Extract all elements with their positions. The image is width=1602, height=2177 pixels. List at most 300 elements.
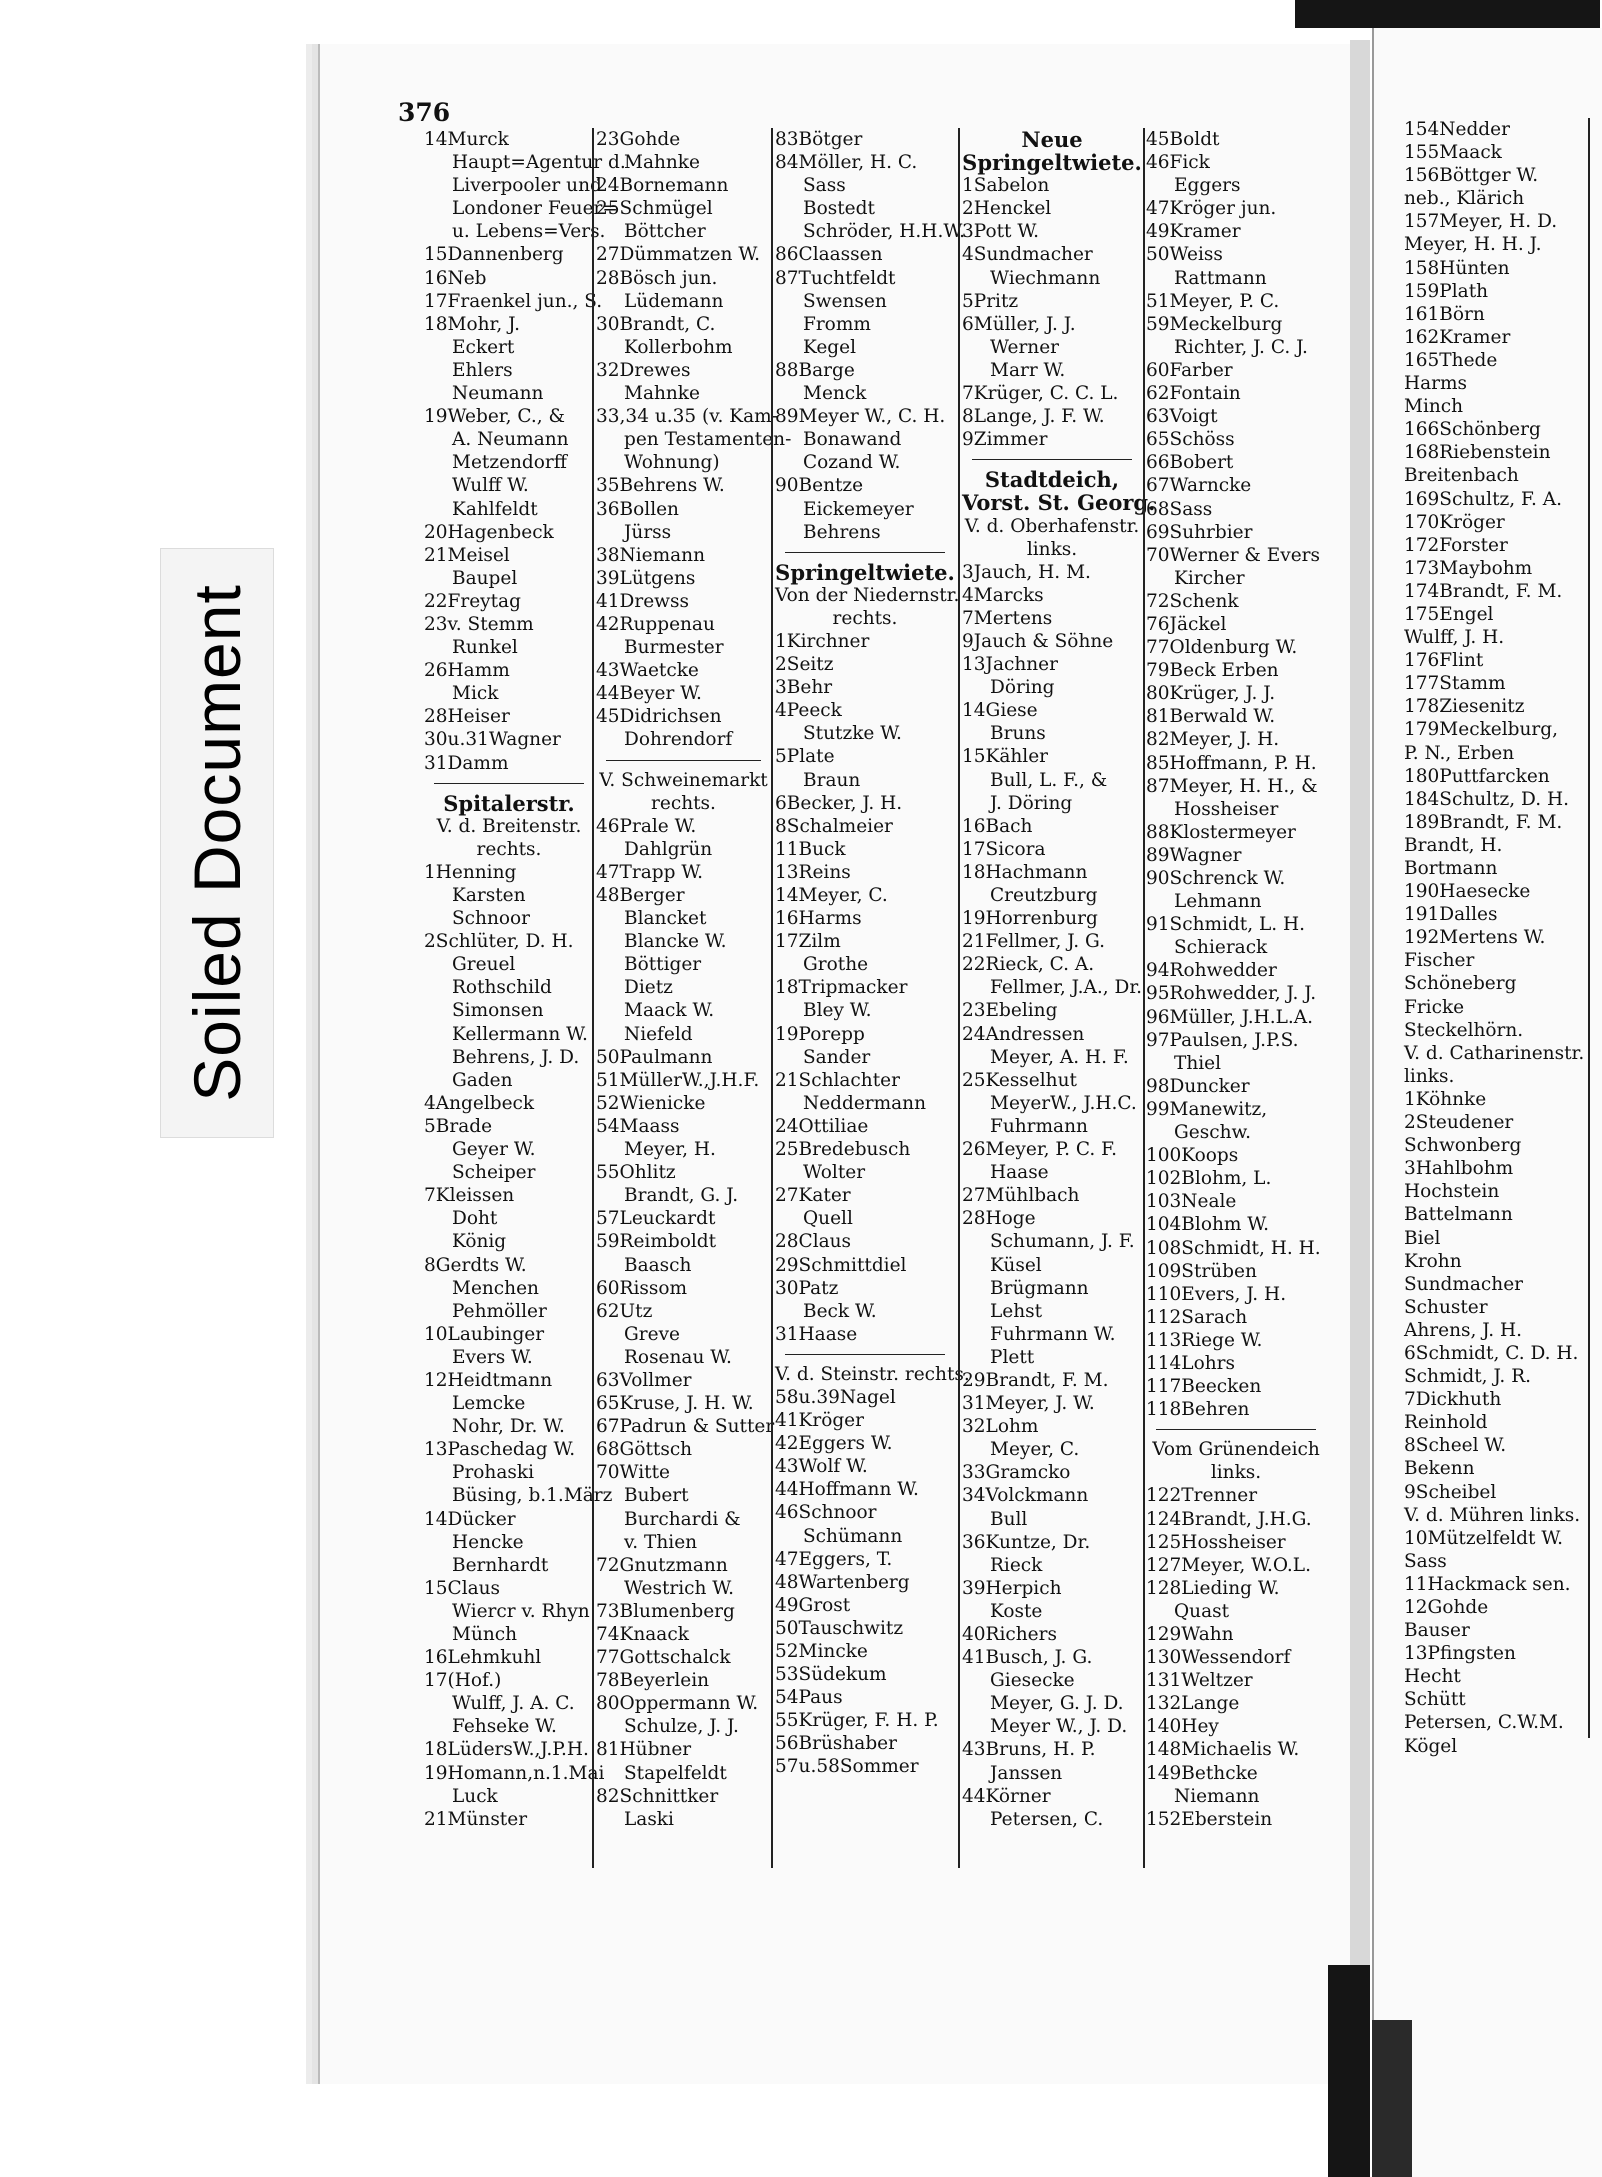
- directory-entry-continued: Burmester: [624, 637, 724, 659]
- directory-entry: 38Niemann: [596, 544, 705, 566]
- directory-entry-continued: neb., Klärich: [1404, 188, 1525, 210]
- directory-entry: 127Meyer, W.O.L.: [1146, 1554, 1311, 1576]
- directory-entry-continued: Sass: [1404, 1550, 1447, 1572]
- directory-entry: 33,34 u.35 (v. Kam-: [596, 406, 778, 428]
- directory-entry: 16Neb: [424, 267, 487, 289]
- directory-entry-continued: Wulff, J. A. C.: [452, 1693, 575, 1715]
- directory-entry: 66Bobert: [1146, 452, 1234, 474]
- directory-entry-continued: Breitenbach: [1404, 465, 1519, 487]
- directory-entry-continued: Rieck: [990, 1554, 1043, 1576]
- street-heading: Springeltwiete.: [962, 150, 1142, 176]
- directory-entry-continued: Runkel: [452, 637, 518, 659]
- directory-entry: 50Weiss: [1146, 244, 1223, 266]
- directory-entry: 48Wartenberg: [775, 1571, 910, 1593]
- directory-entry: 16Harms: [775, 908, 862, 930]
- directory-entry: 41Kröger: [775, 1410, 864, 1432]
- directory-entry: 17Fraenkel jun., S.: [424, 290, 603, 312]
- directory-entry-continued: Werner: [990, 336, 1060, 358]
- directory-entry-continued: J. Döring: [990, 792, 1073, 814]
- directory-entry: 45Didrichsen: [596, 706, 722, 728]
- directory-entry: 46Schnoor: [775, 1502, 877, 1524]
- directory-entry: 9Scheibel: [1404, 1481, 1497, 1503]
- directory-entry: 68Sass: [1146, 498, 1213, 520]
- directory-entry: 41Busch, J. G.: [962, 1647, 1093, 1669]
- directory-entry-continued: Küsel: [990, 1254, 1042, 1276]
- directory-entry: 63Vollmer: [596, 1369, 692, 1391]
- directory-entry: 3Hahlbohm: [1404, 1158, 1514, 1180]
- directory-entry: 7Kleissen: [424, 1185, 515, 1207]
- directory-column-4: [962, 127, 1156, 1831]
- directory-entry: 86Claassen: [775, 244, 883, 266]
- directory-entry-continued: Schnoor: [452, 908, 530, 930]
- street-direction: links.: [1404, 1065, 1455, 1087]
- street-heading: Neue: [1021, 127, 1083, 152]
- directory-entry: 44Körner: [962, 1785, 1051, 1807]
- directory-entry: 77Gottschalck: [596, 1647, 731, 1669]
- directory-entry-continued: Kollerbohm: [624, 336, 733, 358]
- directory-entry: 140Hey: [1146, 1716, 1219, 1738]
- directory-entry: 5Brade: [424, 1115, 493, 1137]
- directory-entry: 54Paus: [775, 1687, 843, 1709]
- directory-entry: 27Dümmatzen W.: [596, 244, 760, 266]
- directory-entry: 29Brandt, F. M.: [962, 1369, 1109, 1391]
- directory-entry: 112Sarach: [1146, 1306, 1248, 1328]
- directory-entry: 19Porepp: [775, 1023, 865, 1045]
- directory-entry: 189Brandt, F. M.: [1404, 811, 1563, 833]
- directory-entry: 114Lohrs: [1146, 1352, 1235, 1374]
- directory-entry-continued: Metzendorff: [452, 452, 567, 474]
- directory-entry: 60Rissom: [596, 1277, 688, 1299]
- page-gutter: [1350, 40, 1370, 1970]
- directory-entry-continued: Schröder, H.H.W.: [803, 221, 965, 243]
- directory-entry-continued: Petersen, C.W.M.: [1404, 1712, 1564, 1734]
- directory-entry-continued: Koste: [990, 1600, 1043, 1622]
- directory-entry-continued: Richter, J. C. J.: [1174, 336, 1308, 358]
- directory-entry-continued: Petersen, C.: [990, 1808, 1104, 1830]
- directory-entry-continued: Meyer W., J. D.: [990, 1716, 1128, 1738]
- street-direction: rechts.: [832, 607, 898, 629]
- directory-entry: 1Köhnke: [1404, 1088, 1487, 1110]
- directory-entry-continued: Rothschild: [452, 977, 552, 999]
- directory-entry: 21Fellmer, J. G.: [962, 931, 1105, 953]
- directory-entry-continued: Büsing, b.1.März: [452, 1485, 613, 1507]
- directory-entry-continued: König: [452, 1231, 507, 1253]
- directory-entry: 177Stamm: [1404, 673, 1506, 695]
- directory-entry-continued: Laski: [624, 1808, 674, 1830]
- directory-entry: V. d. Steinstr. rechts.: [775, 1363, 970, 1385]
- directory-entry: 28Hoge: [962, 1208, 1036, 1230]
- directory-entry: 1Sabelon: [962, 175, 1050, 197]
- column-divider: [771, 128, 773, 1868]
- column-divider: [1588, 118, 1590, 1738]
- directory-entry: 149Bethcke: [1146, 1762, 1258, 1784]
- directory-entry: 72Gnutzmann: [596, 1554, 728, 1576]
- directory-entry: 44Beyer W.: [596, 683, 702, 705]
- column-divider: [958, 128, 960, 1868]
- directory-entry: 108Schmidt, H. H.: [1146, 1237, 1321, 1259]
- directory-entry-continued: Mick: [452, 683, 499, 705]
- directory-entry: 4Angelbeck: [424, 1092, 535, 1114]
- directory-entry: 58u.39Nagel: [775, 1386, 896, 1408]
- directory-entry: 8Schalmeier: [775, 815, 893, 837]
- directory-entry: 90Schrenck W.: [1146, 868, 1286, 889]
- directory-entry: 27Mühlbach: [962, 1185, 1080, 1207]
- directory-entry: 14Giese: [962, 700, 1038, 722]
- directory-entry-continued: Menck: [803, 383, 867, 405]
- directory-entry: 8Lange, J. F. W.: [962, 406, 1105, 428]
- directory-column-2: [596, 128, 792, 1831]
- directory-entry-continued: Sander: [803, 1046, 871, 1068]
- directory-entry: 35Behrens W.: [596, 475, 725, 497]
- directory-entry-continued: Jürss: [624, 521, 672, 543]
- directory-entry: 7Mertens: [962, 607, 1053, 629]
- directory-entry: 27Kater: [775, 1185, 851, 1207]
- directory-entry-continued: Meyer, G. J. D.: [990, 1693, 1124, 1715]
- directory-entry: 89Meyer W., C. H.: [775, 406, 946, 428]
- directory-entry: 88Klostermeyer: [1146, 821, 1296, 843]
- directory-entry: 31Damm: [424, 752, 509, 774]
- directory-entry: 42Ruppenau: [596, 613, 715, 635]
- directory-entry-continued: Behrens, J. D.: [452, 1046, 580, 1068]
- directory-entry: 18LüdersW.,J.P.H.: [424, 1739, 589, 1761]
- directory-entry: 3Pott W.: [962, 221, 1040, 243]
- directory-entry: 26Hamm: [424, 660, 510, 682]
- directory-entry: 46Prale W.: [596, 815, 697, 837]
- directory-entry: 130Wessendorf: [1146, 1647, 1291, 1669]
- directory-entry: 25Kesselhut: [962, 1069, 1077, 1091]
- directory-entry: 7Krüger, C. C. L.: [962, 383, 1119, 405]
- directory-entry: 128Lieding W.: [1146, 1577, 1280, 1599]
- directory-entry-continued: v. Thien: [624, 1531, 698, 1553]
- directory-entry: 91Schmidt, L. H.: [1146, 914, 1306, 936]
- directory-entry: 19Homann,n.1.Mai: [424, 1762, 605, 1784]
- directory-entry-continued: Fehseke W.: [452, 1716, 557, 1738]
- directory-entry: 28Claus: [775, 1231, 852, 1253]
- directory-entry: 131Weltzer: [1146, 1670, 1253, 1692]
- directory-entry: 59Reimboldt: [596, 1231, 717, 1253]
- directory-entry: 8Gerdts W.: [424, 1254, 527, 1276]
- directory-entry: 148Michaelis W.: [1146, 1739, 1300, 1761]
- directory-entry-continued: Baasch: [624, 1254, 692, 1276]
- directory-entry-continued: Mahnke: [624, 152, 700, 174]
- directory-entry: 87Meyer, H. H., &: [1146, 775, 1318, 797]
- directory-entry: 16Bach: [962, 815, 1033, 837]
- directory-entry: 67Padrun & Sutter: [596, 1416, 775, 1438]
- directory-entry: 1Kirchner: [775, 630, 870, 652]
- directory-entry-continued: Haase: [990, 1162, 1049, 1184]
- directory-entry: 184Schultz, D. H.: [1404, 788, 1569, 810]
- directory-entry: 168Riebenstein: [1404, 442, 1551, 464]
- directory-entry: 53Südekum: [775, 1664, 887, 1686]
- directory-entry-continued: Rattmann: [1174, 267, 1267, 289]
- directory-entry: 100Koops: [1146, 1145, 1239, 1167]
- directory-entry: 96Müller, J.H.L.A.: [1146, 1006, 1314, 1028]
- street-direction: V. d. Catharinenstr.: [1404, 1042, 1585, 1064]
- directory-entry-continued: Bortmann: [1404, 858, 1498, 879]
- directory-entry: V. d. Mühren links.: [1404, 1504, 1581, 1526]
- directory-entry: 18Tripmacker: [775, 977, 908, 999]
- directory-entry-continued: Schierack: [1174, 937, 1268, 959]
- directory-entry: 103Neale: [1146, 1191, 1237, 1213]
- directory-entry-continued: Minch: [1404, 396, 1464, 418]
- directory-entry-continued: Scheiper: [452, 1162, 536, 1184]
- directory-entry-continued: Dohrendorf: [624, 729, 733, 751]
- street-heading: Stadtdeich,: [984, 467, 1120, 493]
- directory-entry: 3Jauch, H. M.: [962, 561, 1091, 583]
- directory-entry-continued: Meyer, H.: [624, 1139, 716, 1161]
- directory-entry-continued: Bull: [990, 1508, 1028, 1530]
- directory-entry-continued: A. Neumann: [452, 429, 569, 451]
- directory-entry-continued: Stutzke W.: [803, 723, 902, 745]
- directory-entry: 42Eggers W.: [775, 1433, 893, 1455]
- directory-entry-continued: Haupt=Agentur d.: [452, 152, 626, 174]
- directory-entry-continued: Münch: [452, 1624, 518, 1645]
- directory-entry: 110Evers, J. H.: [1146, 1283, 1287, 1305]
- directory-entry: 19Horrenburg: [962, 908, 1098, 930]
- directory-entry: 6Müller, J. J.: [962, 313, 1076, 335]
- directory-entry: 68Göttsch: [596, 1439, 693, 1461]
- directory-entry: 73Blumenberg: [596, 1600, 735, 1622]
- directory-entry-continued: Sass: [803, 175, 846, 197]
- directory-entry: 77Oldenburg W.: [1146, 637, 1298, 659]
- directory-column-3: [775, 128, 970, 1779]
- directory-entry-continued: Hochstein: [1404, 1181, 1500, 1203]
- directory-entry: 32Lohm: [962, 1416, 1039, 1438]
- directory-entry: 124Brandt, J.H.G.: [1146, 1508, 1312, 1530]
- directory-entry: 31Meyer, J. W.: [962, 1393, 1095, 1415]
- directory-entry: 13Pfingsten: [1404, 1643, 1516, 1665]
- page-number: 376: [398, 98, 451, 127]
- directory-entry: 102Blohm, L.: [1146, 1168, 1272, 1190]
- directory-entry-continued: pen Testamenten-: [624, 429, 792, 451]
- directory-entry: 21Schlachter: [775, 1069, 900, 1091]
- directory-entry-continued: Giesecke: [990, 1670, 1075, 1692]
- directory-entry-continued: Wiechmann: [990, 267, 1101, 289]
- directory-entry: 173Maybohm: [1404, 557, 1533, 579]
- column-divider: [592, 128, 594, 1868]
- directory-entry-continued: Neumann: [452, 383, 544, 405]
- directory-entry: 161Börn: [1404, 303, 1485, 325]
- scan-edge-bottom: [1328, 1965, 1370, 2177]
- soiled-document-label: [160, 548, 274, 1138]
- directory-entry: 172Forster: [1404, 534, 1508, 556]
- directory-entry: 176Flint: [1404, 650, 1484, 672]
- directory-entry-continued: Wulff W.: [452, 475, 529, 497]
- directory-entry: 28Bösch jun.: [596, 267, 718, 289]
- directory-entry: 1Henning: [424, 861, 517, 883]
- directory-entry-continued: u. Lebens=Vers.: [452, 221, 606, 243]
- directory-column-5: [1146, 128, 1326, 1831]
- directory-entry-continued: Maack W.: [624, 1000, 715, 1022]
- directory-entry-continued: Dietz: [624, 977, 673, 999]
- directory-entry-continued: Bauser: [1404, 1620, 1470, 1642]
- directory-entry-continued: Sundmacher: [1404, 1273, 1523, 1295]
- directory-entry-continued: Baupel: [452, 567, 518, 589]
- directory-entry-continued: Thiel: [1174, 1052, 1222, 1074]
- directory-entry-continued: Schmidt, J. R.: [1404, 1366, 1531, 1388]
- directory-entry-continued: Battelmann: [1404, 1204, 1513, 1226]
- directory-entry: 70Werner & Evers: [1146, 544, 1321, 566]
- directory-entry: 4Marcks: [962, 584, 1044, 606]
- directory-entry-continued: Niefeld: [624, 1023, 693, 1045]
- directory-entry: 54Maass: [596, 1115, 680, 1137]
- directory-entry: 170Kröger: [1404, 511, 1505, 533]
- directory-entry: 88Barge: [775, 359, 855, 381]
- directory-entry: 47Trapp W.: [596, 861, 703, 883]
- directory-entry-continued: Bernhardt: [452, 1554, 549, 1576]
- section-rule: [785, 552, 945, 553]
- directory-entry-continued: Bonawand: [803, 429, 902, 451]
- directory-entry-continued: Beck W.: [803, 1300, 877, 1322]
- directory-entry: 25Bredebusch: [775, 1139, 911, 1161]
- directory-entry-continued: Schümann: [803, 1525, 903, 1547]
- directory-entry-continued: Lemcke: [452, 1393, 526, 1415]
- directory-entry: 74Knaack: [596, 1624, 689, 1645]
- directory-entry: 49Grost: [775, 1594, 851, 1616]
- directory-entry-continued: Fricke: [1404, 996, 1465, 1018]
- directory-entry-continued: Bubert: [624, 1485, 689, 1507]
- directory-entry: 52Mincke: [775, 1641, 868, 1662]
- directory-entry-continued: Pehmöller: [452, 1300, 547, 1322]
- directory-entry-continued: Gaden: [452, 1069, 513, 1091]
- directory-entry: 19Weber, C., &: [424, 406, 565, 428]
- directory-entry: 44Hoffmann W.: [775, 1479, 919, 1501]
- directory-entry: 20Hagenbeck: [424, 521, 554, 543]
- directory-entry: 125Hossheiser: [1146, 1531, 1286, 1553]
- directory-entry-continued: Bull, L. F., &: [990, 769, 1108, 791]
- directory-entry: 17Zilm: [775, 931, 841, 953]
- directory-entry: 2Steudener: [1404, 1112, 1514, 1134]
- directory-entry: 81Berwald W.: [1146, 706, 1276, 728]
- directory-entry: 2Seitz: [775, 654, 834, 676]
- directory-entry: 30Brandt, C.: [596, 313, 716, 335]
- directory-entry: 89Wagner: [1146, 844, 1242, 866]
- street-direction: V. d. Oberhafenstr.: [964, 515, 1140, 537]
- directory-entry: 40Richers: [962, 1624, 1057, 1645]
- directory-entry-continued: Greuel: [452, 954, 516, 976]
- directory-entry: 30Patz: [775, 1277, 839, 1299]
- directory-entry-continued: Rosenau W.: [624, 1346, 732, 1368]
- directory-entry: 52Wienicke: [596, 1092, 706, 1114]
- directory-entry: 118Behren: [1146, 1399, 1250, 1421]
- directory-entry-continued: Braun: [803, 769, 861, 791]
- directory-entry: 80Oppermann W.: [596, 1693, 759, 1715]
- directory-entry: 10Laubinger: [424, 1323, 545, 1345]
- directory-entry-continued: Mahnke: [624, 383, 700, 405]
- section-rule: [1156, 1429, 1316, 1430]
- directory-entry: 2Henckel: [962, 198, 1052, 220]
- directory-entry: 117Beecken: [1146, 1376, 1262, 1398]
- directory-entry: 132Lange: [1146, 1693, 1240, 1715]
- directory-entry: 192Mertens W.: [1404, 927, 1546, 949]
- directory-entry: 79Beck Erben: [1146, 660, 1279, 682]
- directory-entry: 18Hachmann: [962, 861, 1088, 883]
- directory-entry: 4Peeck: [775, 700, 842, 722]
- directory-entry-continued: Prohaski: [452, 1462, 534, 1484]
- directory-entry: 33Gramcko: [962, 1462, 1071, 1484]
- directory-entry: 113Riege W.: [1146, 1329, 1263, 1351]
- directory-entry: 15Claus: [424, 1577, 501, 1599]
- column-divider: [1143, 128, 1145, 1868]
- directory-entry-continued: Stapelfeldt: [624, 1762, 727, 1784]
- directory-entry: 55Ohlitz: [596, 1162, 676, 1184]
- street-direction: Vom Grünendeich: [1152, 1439, 1320, 1461]
- directory-entry: 57Leuckardt: [596, 1208, 716, 1230]
- directory-entry: 104Blohm W.: [1146, 1214, 1269, 1236]
- directory-entry-continued: Cozand W.: [803, 452, 901, 474]
- directory-entry: 26Meyer, P. C. F.: [962, 1139, 1117, 1161]
- directory-entry: 72Schenk: [1146, 590, 1239, 612]
- directory-entry: 18Mohr, J.: [424, 313, 520, 335]
- street-direction: V. d. Breitenstr.: [436, 815, 582, 837]
- directory-entry: 29Schmittdiel: [775, 1254, 907, 1276]
- directory-entry: 155Maack: [1404, 142, 1502, 164]
- directory-entry-continued: Eickemeyer: [803, 498, 914, 520]
- directory-entry: 23Gohde: [596, 129, 681, 150]
- street-direction: rechts.: [651, 792, 716, 814]
- directory-entry: 169Schultz, F. A.: [1404, 488, 1562, 510]
- directory-entry: 31Haase: [775, 1323, 858, 1345]
- directory-entry: 50Paulmann: [596, 1046, 713, 1068]
- scan-edge-top: [1295, 0, 1600, 28]
- directory-entry: 13Jachner: [962, 654, 1058, 676]
- directory-entry: 15Dannenberg: [424, 244, 564, 266]
- directory-entry: 59Meckelburg: [1146, 313, 1283, 335]
- directory-entry-continued: Lehst: [990, 1300, 1043, 1322]
- directory-entry-continued: Niemann: [1174, 1785, 1260, 1807]
- directory-entry: 60Farber: [1146, 359, 1233, 381]
- directory-entry: 11Hackmack sen.: [1404, 1573, 1571, 1595]
- directory-entry: 39Herpich: [962, 1577, 1062, 1599]
- directory-entry-continued: Döring: [990, 677, 1055, 699]
- directory-entry-continued: Brügmann: [990, 1277, 1089, 1299]
- directory-entry: 2Schlüter, D. H.: [424, 931, 574, 953]
- directory-entry: 30u.31Wagner: [424, 729, 561, 751]
- directory-entry-continued: Biel: [1404, 1227, 1441, 1249]
- directory-entry-continued: Nohr, Dr. W.: [452, 1416, 565, 1438]
- directory-entry: 180Puttfarcken: [1404, 765, 1550, 787]
- directory-entry-continued: Burchardi &: [624, 1508, 741, 1530]
- directory-entry: 28Heiser: [424, 706, 510, 728]
- directory-entry: 98Duncker: [1146, 1075, 1250, 1097]
- directory-entry-continued: Wohnung): [624, 452, 720, 474]
- directory-entry-continued: Bostedt: [803, 198, 875, 220]
- directory-entry-continued: Brandt, H.: [1404, 834, 1503, 856]
- directory-entry: 178Ziesenitz: [1404, 696, 1525, 718]
- directory-entry-continued: Ahrens, J. H.: [1404, 1319, 1522, 1341]
- directory-entry-continued: Geschw.: [1174, 1122, 1252, 1144]
- directory-entry-continued: Wolter: [803, 1162, 866, 1184]
- directory-entry: 15Kähler: [962, 746, 1049, 768]
- directory-entry-continued: Liverpooler und: [452, 175, 602, 197]
- directory-entry: 39Lütgens: [596, 567, 696, 589]
- directory-entry: 23v. Stemm: [424, 613, 534, 635]
- directory-entry: 41Drewss: [596, 590, 689, 612]
- directory-entry: 13Paschedag W.: [424, 1439, 576, 1461]
- directory-entry: 87Tuchtfeldt: [775, 267, 896, 289]
- directory-entry-continued: Kegel: [803, 336, 856, 358]
- directory-entry: 82Schnittker: [596, 1785, 719, 1807]
- directory-entry: 17Sicora: [962, 838, 1046, 860]
- street-direction: links.: [1210, 1462, 1262, 1484]
- directory-entry: 83Bötger: [775, 129, 863, 150]
- directory-entry-continued: Westrich W.: [624, 1577, 734, 1599]
- directory-entry: 129Wahn: [1146, 1624, 1234, 1645]
- directory-entry-continued: Meyer, C.: [990, 1439, 1080, 1461]
- directory-entry: 6Schmidt, C. D. H.: [1404, 1342, 1579, 1364]
- directory-entry-continued: Dahlgrün: [624, 838, 713, 860]
- directory-entry: 165Thede: [1404, 349, 1498, 371]
